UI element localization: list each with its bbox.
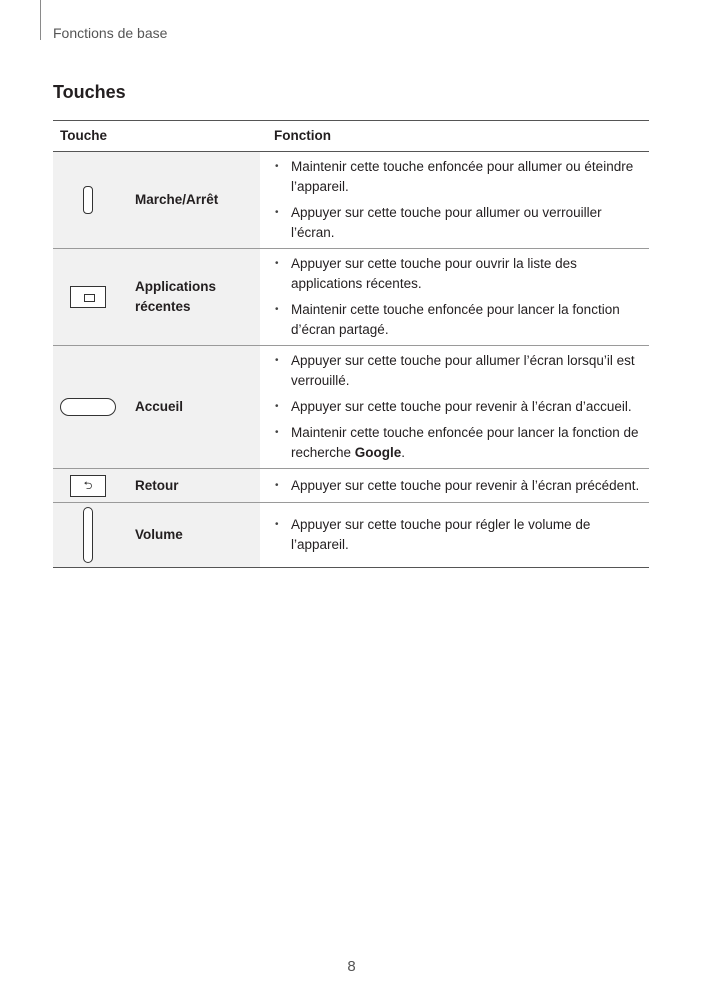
key-name: Applications récentes bbox=[123, 249, 260, 346]
volume-key-icon bbox=[83, 507, 93, 563]
key-icon-cell bbox=[53, 346, 123, 469]
key-name: Marche/Arrêt bbox=[123, 152, 260, 249]
page-number: 8 bbox=[347, 958, 356, 975]
back-key-icon: ⮌ bbox=[70, 475, 106, 497]
function-item: • Maintenir cette touche enfoncée pour allumer ou éteindre l’appareil. bbox=[274, 157, 641, 197]
function-item: • Maintenir cette touche enfoncée pour lancer la fonction d’écran partagé. bbox=[274, 300, 641, 340]
function-item: • Appuyer sur cette touche pour revenir à l’écran précédent. bbox=[274, 476, 641, 496]
running-header: Fonctions de base bbox=[53, 25, 168, 41]
table-header-row bbox=[53, 121, 649, 152]
key-icon-cell bbox=[53, 152, 123, 249]
key-icon-cell bbox=[53, 249, 123, 346]
function-cell bbox=[260, 469, 649, 503]
key-name: Volume bbox=[123, 503, 260, 568]
table-row bbox=[53, 346, 649, 469]
function-cell bbox=[260, 249, 649, 346]
column-header-key: Touche bbox=[53, 121, 260, 152]
function-cell bbox=[260, 503, 649, 568]
key-name: Retour bbox=[123, 469, 260, 503]
table-row bbox=[53, 503, 649, 568]
function-item: • Maintenir cette touche enfoncée pour lancer la fonction de recherche Google. bbox=[274, 423, 641, 463]
google-label: Google bbox=[354, 445, 402, 460]
power-key-icon bbox=[83, 186, 93, 214]
column-header-function: Fonction bbox=[260, 121, 649, 152]
function-item: • Appuyer sur cette touche pour revenir à l’écran d’accueil. bbox=[274, 397, 641, 417]
function-item: • Appuyer sur cette touche pour allumer l’écran lorsqu’il est verrouillé. bbox=[274, 351, 641, 391]
section-title: Touches bbox=[53, 82, 126, 102]
recent-apps-key-icon bbox=[70, 286, 106, 308]
keys-table bbox=[53, 120, 649, 568]
table-row bbox=[53, 152, 649, 249]
key-icon-cell bbox=[53, 503, 123, 568]
table-row bbox=[53, 249, 649, 346]
margin-rule bbox=[40, 0, 41, 40]
home-key-icon bbox=[60, 398, 116, 416]
function-cell bbox=[260, 152, 649, 249]
function-item: • Appuyer sur cette touche pour ouvrir la liste des applications récentes. bbox=[274, 254, 641, 294]
key-name: Accueil bbox=[123, 346, 260, 469]
function-item: • Appuyer sur cette touche pour régler le volume de l’appareil. bbox=[274, 515, 641, 555]
table-row bbox=[53, 469, 649, 503]
function-cell bbox=[260, 346, 649, 469]
function-item: • Appuyer sur cette touche pour allumer ou verrouiller l’écran. bbox=[274, 203, 641, 243]
key-icon-cell bbox=[53, 469, 123, 503]
